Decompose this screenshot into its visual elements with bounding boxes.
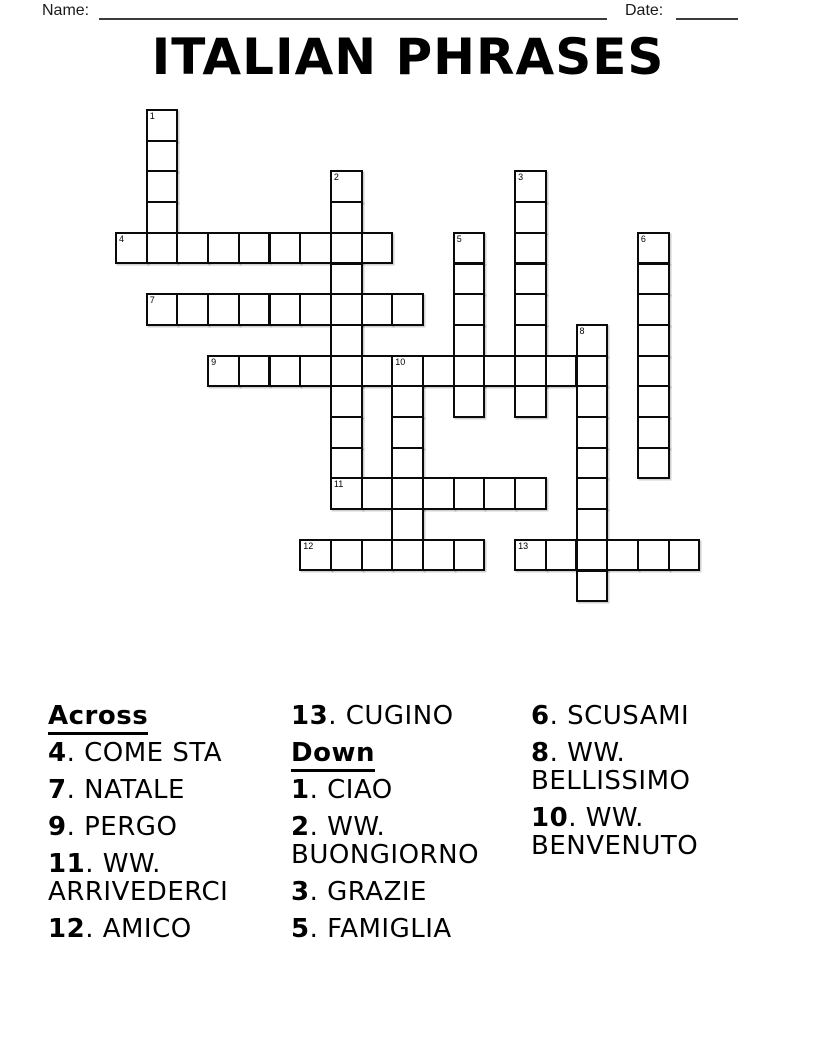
grid-cell[interactable] (391, 477, 424, 510)
clue-3: 3. GRAZIE (291, 877, 427, 907)
name-field-line (99, 18, 607, 20)
grid-cell[interactable] (269, 293, 302, 326)
grid-cell[interactable] (514, 170, 547, 203)
grid-cell[interactable] (576, 416, 609, 449)
clues-heading-down: Down (291, 739, 509, 767)
grid-cell[interactable] (299, 355, 332, 388)
grid-clue-number: 5 (456, 233, 462, 244)
grid-cell[interactable] (576, 385, 609, 418)
grid-cell[interactable] (545, 355, 578, 388)
grid-cell[interactable] (146, 109, 179, 142)
grid-clue-number: 9 (211, 356, 217, 367)
grid-cell[interactable] (453, 385, 486, 418)
grid-cell[interactable] (330, 539, 363, 572)
grid-cell[interactable] (576, 539, 609, 572)
grid-cell[interactable] (637, 324, 670, 357)
grid-cell[interactable] (453, 232, 486, 265)
clue-12: 12. AMICO (48, 914, 192, 944)
grid-clue-number: 4 (119, 233, 125, 244)
grid-cell[interactable] (146, 232, 179, 265)
grid-cell[interactable] (453, 355, 486, 388)
grid-cell[interactable] (576, 477, 609, 510)
clue-10: 10. WW. BENVENUTO (531, 803, 699, 861)
grid-cell[interactable] (330, 477, 363, 510)
grid-cell[interactable] (238, 355, 271, 388)
grid-clue-number: 6 (640, 233, 646, 244)
grid-clue-number: 1 (149, 111, 155, 121)
grid-cell[interactable] (361, 232, 394, 265)
grid-cell[interactable] (391, 508, 424, 541)
grid-cell[interactable] (453, 293, 486, 326)
grid-cell[interactable] (637, 263, 670, 296)
grid-cell[interactable] (361, 293, 394, 326)
clue-6: 6. SCUSAMI (531, 701, 690, 731)
date-field-line (676, 18, 738, 20)
clue-column-1 (48, 702, 266, 952)
grid-cell[interactable] (637, 355, 670, 388)
clue-8: 8. WW. BELLISSIMO (531, 738, 691, 796)
grid-cell[interactable] (238, 232, 271, 265)
grid-cell[interactable] (391, 293, 424, 326)
clues-heading-across: Across (48, 702, 266, 730)
grid-cell[interactable] (361, 477, 394, 510)
grid-clue-number: 8 (579, 325, 585, 336)
grid-cell[interactable] (576, 508, 609, 541)
grid-cell[interactable] (299, 293, 332, 326)
grid-cell[interactable] (238, 293, 271, 326)
grid-cell[interactable] (514, 293, 547, 326)
grid-cell[interactable] (453, 324, 486, 357)
grid-cell[interactable] (637, 232, 670, 265)
grid-cell[interactable] (637, 447, 670, 480)
grid-cell[interactable] (453, 477, 486, 510)
grid-cell[interactable] (330, 201, 363, 234)
grid-cell[interactable] (422, 477, 455, 510)
grid-cell[interactable] (576, 570, 609, 603)
grid-cell[interactable] (422, 355, 455, 388)
grid-cell[interactable] (514, 324, 547, 357)
grid-cell[interactable] (576, 355, 609, 388)
clue-9: 9. PERGO (48, 812, 178, 842)
grid-cell[interactable] (146, 170, 179, 203)
grid-cell[interactable] (514, 539, 547, 572)
page-title: ITALIAN PHRASES (151, 28, 665, 86)
grid-cell[interactable] (483, 477, 516, 510)
grid-cell[interactable] (391, 539, 424, 572)
grid-cell[interactable] (453, 263, 486, 296)
grid-cell[interactable] (606, 539, 639, 572)
grid-cell[interactable] (483, 355, 516, 388)
grid-cell[interactable] (207, 232, 240, 265)
clue-13: 13. CUGINO (291, 701, 454, 731)
clue-7: 7. NATALE (48, 775, 185, 805)
grid-clue-number: 11 (333, 479, 344, 490)
crossword-grid (115, 109, 701, 603)
grid-clue-number: 13 (518, 540, 529, 551)
grid-cell[interactable] (637, 416, 670, 449)
grid-cell[interactable] (330, 263, 363, 296)
clue-11: 11. WW. ARRIVEDERCI (48, 849, 229, 907)
grid-cell[interactable] (207, 355, 240, 388)
grid-cell[interactable] (299, 232, 332, 265)
clue-column-2 (291, 702, 509, 952)
grid-cell[interactable] (637, 385, 670, 418)
clue-4: 4. COME STA (48, 738, 223, 768)
grid-cell[interactable] (576, 447, 609, 480)
grid-cell[interactable] (668, 539, 701, 572)
grid-cell[interactable] (176, 293, 209, 326)
grid-clue-number: 7 (149, 295, 155, 306)
grid-cell[interactable] (330, 447, 363, 480)
grid-cell[interactable] (146, 201, 179, 234)
clue-column-3 (531, 702, 749, 869)
clue-1: 1. CIAO (291, 775, 393, 805)
grid-cell[interactable] (176, 232, 209, 265)
grid-cell[interactable] (330, 355, 363, 388)
grid-cell[interactable] (514, 385, 547, 418)
grid-cell[interactable] (330, 170, 363, 203)
grid-cell[interactable] (514, 201, 547, 234)
grid-clue-number: 12 (303, 540, 314, 551)
grid-cell[interactable] (453, 539, 486, 572)
grid-cell[interactable] (330, 293, 363, 326)
grid-cell[interactable] (330, 324, 363, 357)
grid-cell[interactable] (269, 232, 302, 265)
date-label: Date: (625, 2, 664, 19)
grid-cell[interactable] (299, 539, 332, 572)
grid-cell[interactable] (391, 447, 424, 480)
grid-clue-number: 3 (518, 172, 524, 183)
grid-cell[interactable] (545, 539, 578, 572)
grid-cell[interactable] (361, 355, 394, 388)
grid-cell[interactable] (146, 293, 179, 326)
grid-cell[interactable] (391, 385, 424, 418)
grid-cell[interactable] (422, 539, 455, 572)
clue-2: 2. WW. BUONGIORNO (291, 812, 480, 870)
grid-cell[interactable] (637, 539, 670, 572)
grid-clue-number: 2 (333, 172, 339, 183)
grid-cell[interactable] (514, 232, 547, 265)
grid-cell[interactable] (514, 263, 547, 296)
grid-cell[interactable] (361, 539, 394, 572)
grid-cell[interactable] (514, 355, 547, 388)
grid-cell[interactable] (330, 232, 363, 265)
grid-cell[interactable] (391, 416, 424, 449)
grid-cell[interactable] (269, 355, 302, 388)
grid-cell[interactable] (146, 140, 179, 173)
grid-cell[interactable] (330, 416, 363, 449)
grid-cell[interactable] (576, 324, 609, 357)
grid-clue-number: 10 (395, 356, 406, 367)
grid-cell[interactable] (637, 293, 670, 326)
grid-cell[interactable] (391, 355, 424, 388)
name-label: Name: (42, 2, 90, 19)
grid-cell[interactable] (115, 232, 148, 265)
grid-cell[interactable] (514, 477, 547, 510)
clue-5: 5. FAMIGLIA (291, 914, 452, 944)
grid-cell[interactable] (330, 385, 363, 418)
grid-cell[interactable] (207, 293, 240, 326)
